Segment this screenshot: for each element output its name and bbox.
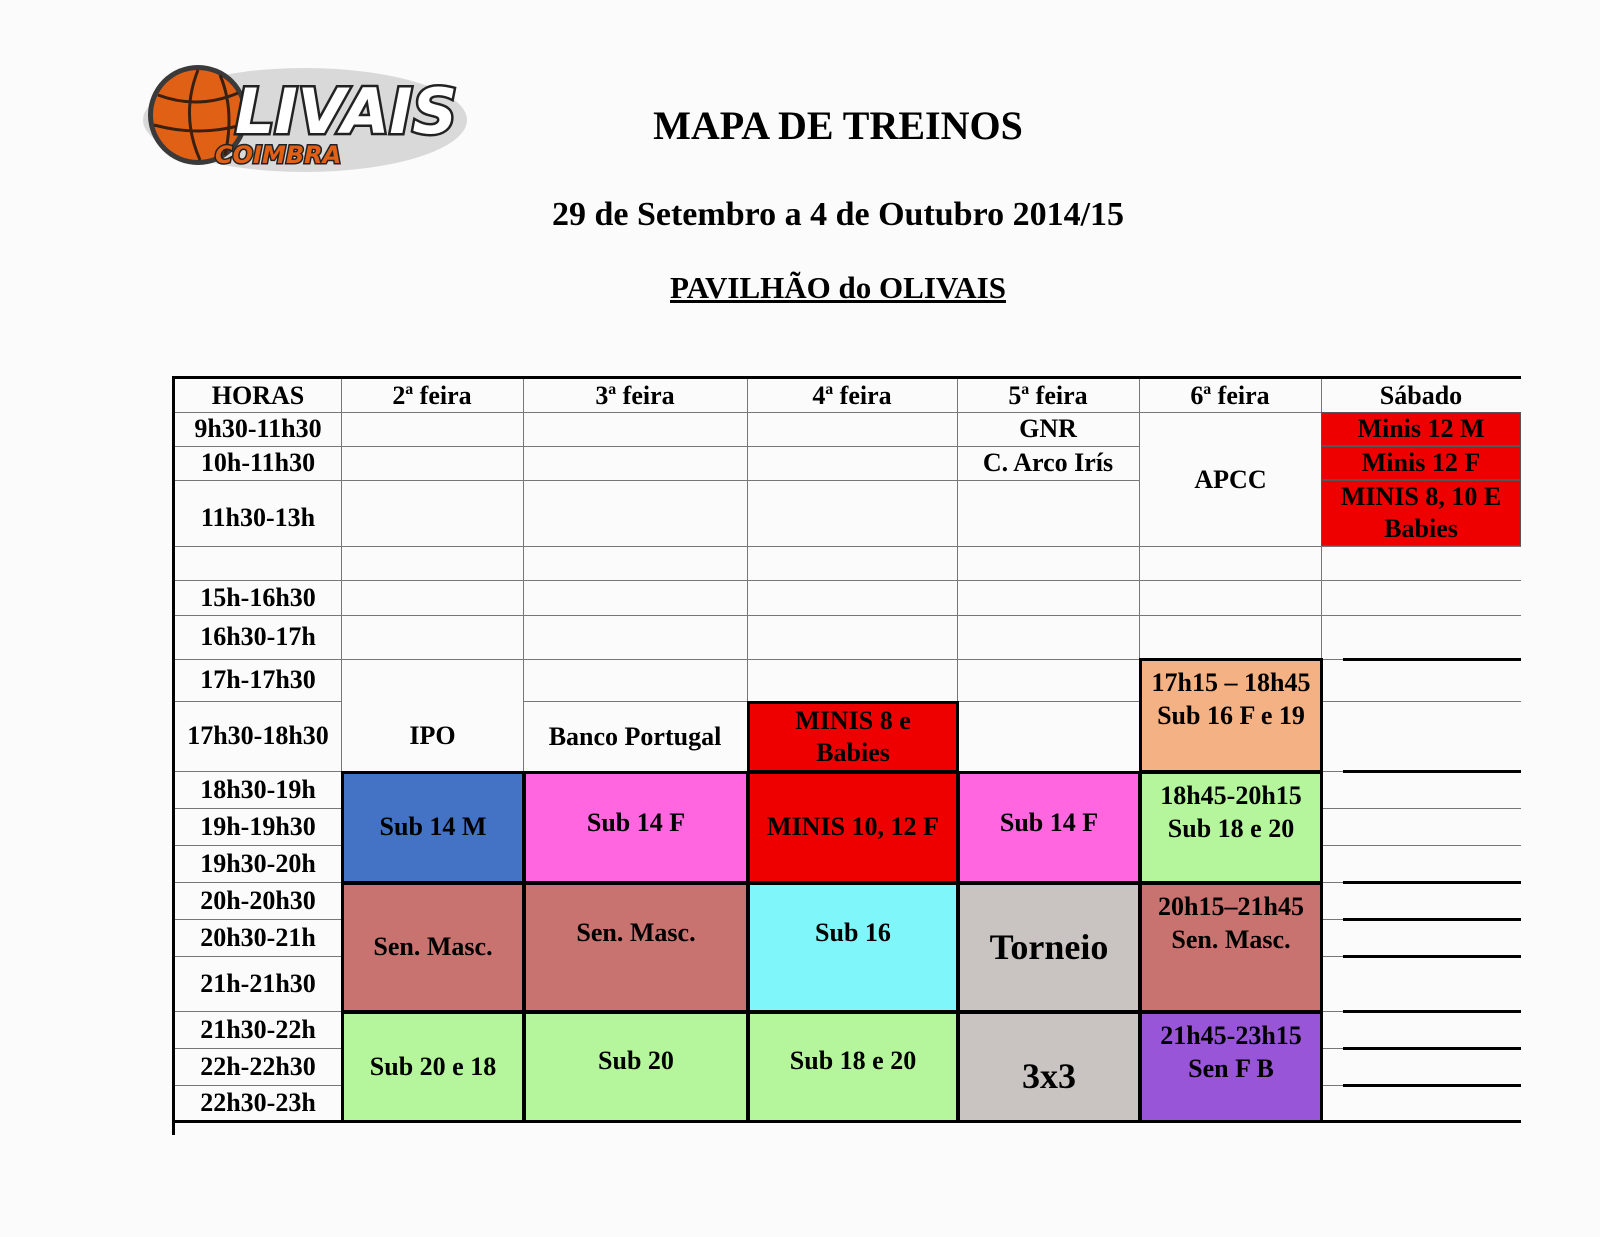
session-sat-minis12f: Minis 12 F bbox=[1321, 446, 1521, 480]
session-mon-ipo-label: IPO bbox=[409, 720, 456, 750]
session-thu-gnr: GNR bbox=[1019, 414, 1077, 444]
hour-label: 11h30-13h bbox=[200, 503, 316, 533]
hour-label: 21h30-22h bbox=[200, 1014, 316, 1044]
session-fri-senfb: 21h45-23h15 Sen F B bbox=[1139, 1011, 1323, 1123]
session-sat-minis12m: Minis 12 M bbox=[1321, 412, 1521, 446]
schedule-table bbox=[172, 376, 1521, 1135]
session-tue-senmasc: Sen. Masc. bbox=[523, 882, 749, 1013]
venue-title: PAVILHÃO do OLIVAIS bbox=[670, 270, 1006, 305]
hour-label: 18h30-19h bbox=[200, 774, 316, 804]
hour-label bbox=[175, 546, 341, 580]
hour-label: 17h30-18h30 bbox=[187, 721, 329, 751]
hour-label: 21h-21h30 bbox=[200, 968, 316, 998]
header-tuesday: 3ª feira bbox=[595, 380, 675, 410]
session-tue-sub14f: Sub 14 F bbox=[523, 771, 749, 884]
session-mon-senmasc: Sen. Masc. bbox=[341, 882, 525, 1013]
session-fri-sub16: 17h15 – 18h45 Sub 16 F e 19 bbox=[1139, 658, 1323, 773]
hour-label: 22h30-23h bbox=[200, 1087, 316, 1117]
session-fri-senmasc: 20h15–21h45 Sen. Masc. bbox=[1139, 882, 1323, 1013]
logo-main-text: LIVAIS bbox=[235, 75, 458, 148]
session-wed-minis1012: MINIS 10, 12 F bbox=[747, 771, 959, 884]
session-fri-apcc bbox=[1140, 413, 1321, 546]
header-wednesday: 4ª feira bbox=[812, 380, 892, 410]
session-fri-apcc-label: APCC bbox=[1194, 464, 1267, 494]
header-horas: HORAS bbox=[211, 380, 305, 410]
hour-label: 19h-19h30 bbox=[200, 811, 316, 841]
session-tue-sub20: Sub 20 bbox=[523, 1011, 749, 1123]
session-wed-minis8: MINIS 8 e Babies bbox=[747, 701, 959, 773]
date-range: 29 de Setembro a 4 de Outubro 2014/15 bbox=[551, 196, 1125, 233]
session-mon-sub2018: Sub 20 e 18 bbox=[341, 1011, 525, 1123]
hour-label: 10h-11h30 bbox=[200, 448, 316, 478]
hour-label: 9h30-11h30 bbox=[194, 414, 322, 444]
header-friday: 6ª feira bbox=[1190, 380, 1270, 410]
session-thu-3x3 bbox=[957, 1011, 1141, 1123]
hour-label: 20h-20h30 bbox=[200, 885, 316, 915]
hour-label: 20h30-21h bbox=[200, 922, 316, 952]
hour-label: 15h-16h30 bbox=[200, 582, 316, 612]
session-fri-sub1820: 18h45-20h15 Sub 18 e 20 bbox=[1139, 771, 1323, 884]
session-tue-banco-portugal: Banco Portugal bbox=[548, 721, 722, 751]
hour-label: 22h-22h30 bbox=[200, 1051, 316, 1081]
hour-label: 19h30-20h bbox=[200, 848, 316, 878]
session-wed-sub1820: Sub 18 e 20 bbox=[747, 1011, 959, 1123]
logo-sub-text: COIMBRA bbox=[215, 141, 342, 169]
session-wed-sub16: Sub 16 bbox=[747, 882, 959, 1013]
page-title: MAPA DE TREINOS bbox=[653, 103, 1023, 148]
hour-label: 16h30-17h bbox=[200, 622, 316, 652]
hour-label: 17h-17h30 bbox=[200, 665, 316, 695]
session-thu-torneio bbox=[957, 882, 1141, 1013]
session-sat-minis810: MINIS 8, 10 E Babies bbox=[1321, 480, 1521, 546]
header-thursday: 5ª feira bbox=[1008, 380, 1088, 410]
session-thu-torneio-label: Torneio bbox=[989, 927, 1109, 967]
session-mon-sub14m: Sub 14 M bbox=[341, 771, 525, 884]
session-mon-ipo bbox=[342, 660, 523, 771]
session-thu-sub14f: Sub 14 F bbox=[957, 771, 1141, 884]
session-thu-arco-iris: C. Arco Irís bbox=[982, 448, 1114, 478]
header-saturday: Sábado bbox=[1379, 380, 1463, 410]
header-monday: 2ª feira bbox=[392, 380, 472, 410]
session-thu-3x3-label: 3x3 bbox=[1022, 1055, 1076, 1096]
